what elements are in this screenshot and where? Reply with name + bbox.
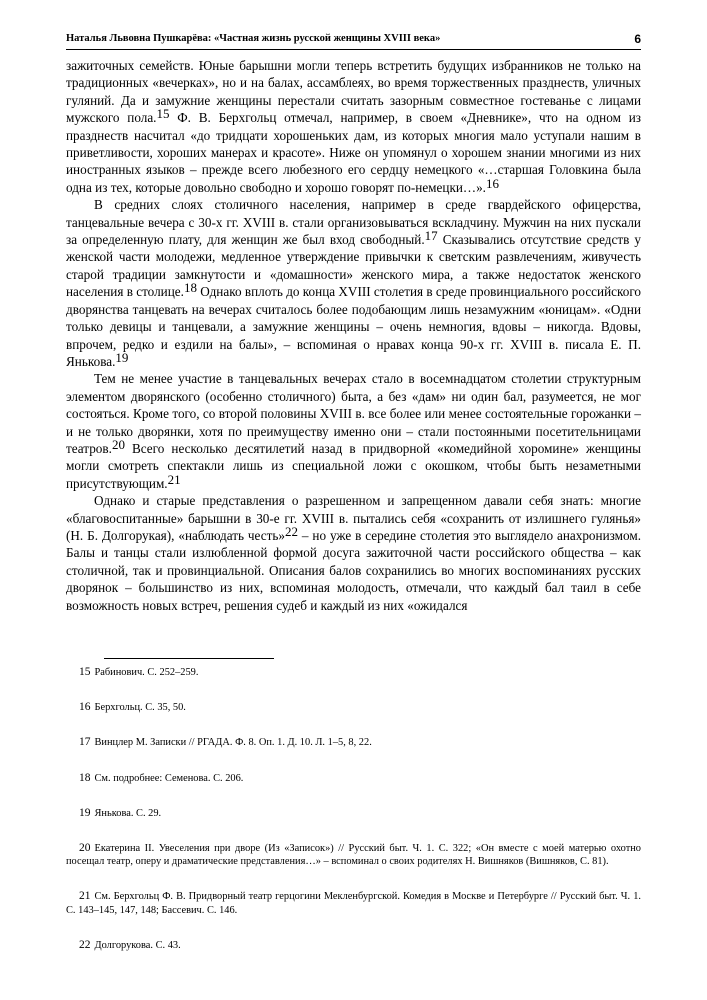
footnote <box>66 701 641 714</box>
footnote-text: Винцлер М. Записки // РГАДА. Ф. 8. Оп. 1. Д. 10. Л. 1–5, 8, 22. <box>94 737 372 749</box>
paragraph <box>66 196 641 370</box>
footnote-text: См. подробнее: Семенова. С. 206. <box>94 772 244 784</box>
footnote-number: 22 <box>79 938 91 951</box>
footnote-ref: 20 <box>111 436 125 452</box>
paragraph <box>66 57 641 196</box>
running-header <box>66 31 641 50</box>
footnote-text: Долгорукова. С. 43. <box>94 939 181 951</box>
footnote <box>66 772 641 785</box>
paragraph <box>66 370 641 492</box>
footnote-text: Янькова. С. 29. <box>94 807 162 819</box>
footnote-number: 15 <box>79 666 91 678</box>
footnote-separator <box>104 658 274 659</box>
footnote <box>66 666 641 679</box>
footnote-text: Берхгольц. С. 35, 50. <box>94 702 186 714</box>
footnote-ref: 17 <box>424 228 438 244</box>
footnote <box>66 736 641 749</box>
paragraph-text: Сказывались отсутствие средств у женской части молодежи, медленное утверждение привычки к светским развлечениям, живучесть старой традиции замкнутости и «домашности» женского мира, а также недостаток женского населения в столице. <box>66 232 642 300</box>
footnote <box>66 890 641 916</box>
footnote-ref: 15 <box>156 106 170 122</box>
paragraph <box>66 492 641 614</box>
footnote-ref: 18 <box>183 280 197 296</box>
footnote-number: 17 <box>79 736 91 749</box>
paragraph-text: – но уже в середине столетия это выглядело анахронизмом. Балы и танцы стали излюбленной формой досуга зажиточной части российского общества – как столичной, так и провинциальной. Описания балов сохранились во многих воспоминаниях русских дворянок – большинство из них, вспоминая молодость, отмечали, что каждый бал таил в себе возможность новых встреч, решения судеб и каждый из них «ожидался <box>66 527 641 613</box>
footnote-number: 21 <box>79 890 91 903</box>
paragraph-text: В средних слоях столичного населения, например в среде гвардейского офицерства, танцевальные вечера с 30-х гг. XVIII в. стали организовываться вскладчину. Мужчин на них пускали за определенную плату, для женщин же был вход свободный. <box>66 197 641 248</box>
footnote <box>66 939 641 952</box>
paragraph-text: Тем не менее участие в танцевальных вечерах стало в восемнадцатом столетии структурным элементом дворянского (особенно столичного) быта, а без «дам» ни один бал, разумеется, не мог состояться. Кроме того, со второй половины XVIII в. все более или менее состоятельные горожанки – и не только дворянки, хотя по преимуществу именно они – стали постоянными посетительницами театров. <box>66 371 641 456</box>
footnote <box>66 842 641 868</box>
footnote-number: 19 <box>79 806 91 819</box>
footnotes <box>66 666 641 952</box>
body-text <box>66 57 641 614</box>
paragraph-text: Ф. В. Берхгольц отмечал, например, в своем «Дневнике», что на одном из празднеств насчитал «до тридцати хорошеньких дам, из которых многия мало уступали нашим в приветливости, хороших манерах и красоте». Ниже он упомянул о хорошем знании многими из них иностранных языков – прежде всего любезного его сердцу немецкого «…старшая Головкина была одна из тех, которые довольно свободно и хорошо говорят по-немецки…». <box>66 110 641 195</box>
header-title: Наталья Львовна Пушкарёва: «Частная жизнь русской женщины XVIII века» <box>66 33 441 44</box>
paragraph-text: зажиточных семейств. Юные барышни могли теперь встретить будущих избранников не только на традиционных «вечерках», но и на балах, ассамблеях, во время торжественных празднеств, уличных гуляний. Да и замужние женщины перестали считать зазорным совместное гостеванье с лицами мужского пола. <box>66 58 641 126</box>
footnote-number: 20 <box>79 842 91 855</box>
footnote-text: Рабинович. С. 252–259. <box>94 667 199 678</box>
footnote <box>66 807 641 820</box>
paragraph-text: Однако вплоть до конца XVIII столетия в среде провинциального российского дворянства танцевать на вечерах считалось более подобающим лишь незамужним «юницам». «Одни только девицы и танцевали, а замужние женщины – очень немногия, вдовы – никогда. Вдовы, впрочем, редко и ездили на балы», – вспоминая о нравах конца 90-х гг. XVIII в. писала Е. П. Янькова. <box>66 284 642 369</box>
footnote-ref: 22 <box>284 523 298 539</box>
footnote-ref: 21 <box>167 471 181 487</box>
footnote-text: Екатерина II. Увеселения при дворе (Из «Записок») // Русский быт. Ч. 1. С. 322; «Он вместе с моей матерью охотно посещал театр, оперу и драматические представления…» – вспоминал о своих родителях Н. Вишняков (Вишняков, С. 81). <box>66 843 641 868</box>
page-number: 6 <box>634 32 641 46</box>
paragraph-text: Всего несколько десятилетий назад в придворной «комедийной хоромине» женщины могли смотреть спектакли лишь из специальной ложи с окошком, чтобы быть незаметными присутствующим. <box>66 440 641 491</box>
footnote-number: 16 <box>79 701 91 714</box>
paragraph-text: Однако и старые представления о разрешенном и запрещенном давали себя знать: многие «благовоспитанные» барышни в 30-е гг. XVIII в. пытались себя «сохранить от излишнего гулянья» (Н. Б. Долгорукая), «наблюдать честь» <box>66 493 641 543</box>
footnote-text: См. Берхгольц Ф. В. Придворный театр герцогини Мекленбургской. Комедия в Москве и Петербурге // Русский быт. Ч. 1. С. 143–145, 147, 148; Бассевич. С. 146. <box>66 891 641 916</box>
footnote-ref: 16 <box>485 175 499 191</box>
footnote-ref: 19 <box>115 349 129 365</box>
footnote-number: 18 <box>79 771 91 784</box>
